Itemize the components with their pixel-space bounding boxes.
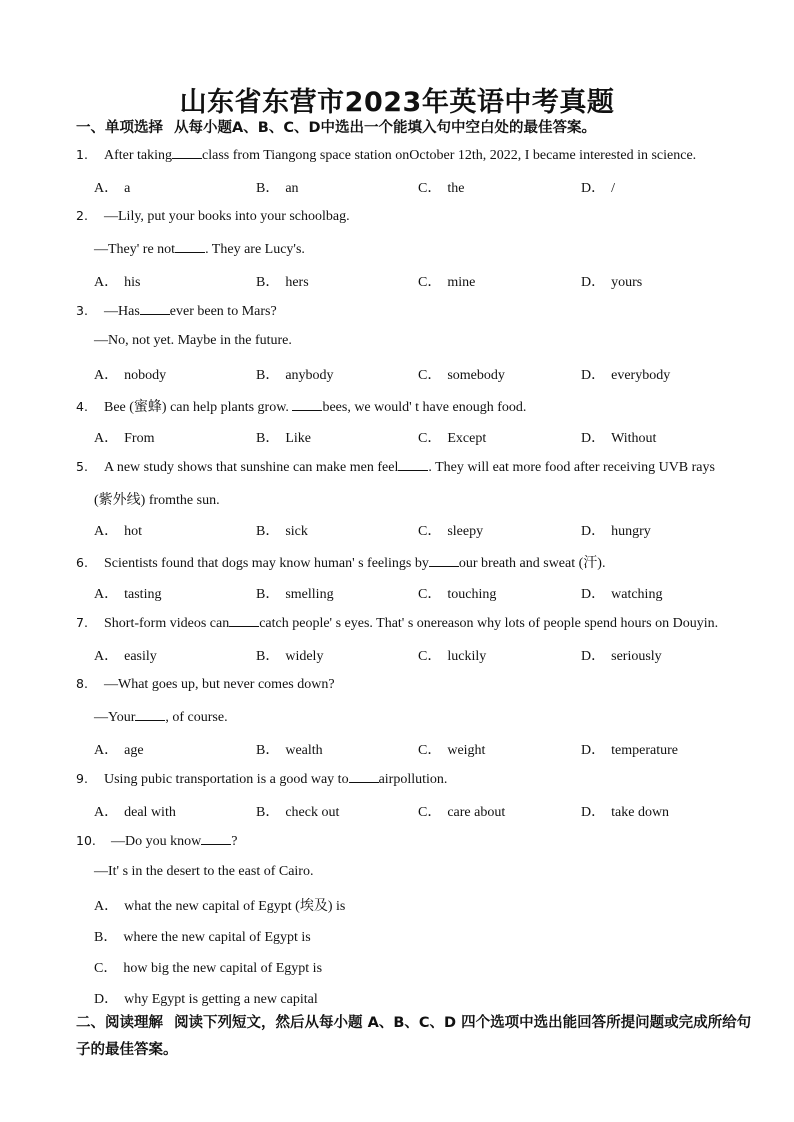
option-c[interactable] <box>418 739 485 759</box>
option-letter: B． <box>256 524 280 540</box>
options-row <box>94 645 774 665</box>
option-text: seriously <box>611 649 662 665</box>
option-a[interactable] <box>94 364 166 384</box>
question-stem <box>76 614 718 632</box>
option-c[interactable] <box>418 801 505 821</box>
option-b[interactable] <box>256 364 334 384</box>
option-text: hungry <box>611 524 651 540</box>
option-letter: B． <box>256 430 280 446</box>
option-letter: D． <box>581 805 606 821</box>
question-text: ever been to Mars? <box>169 304 277 319</box>
option-text: care about <box>447 805 506 821</box>
option-text: deal with <box>124 805 176 821</box>
section-2-instruction: 阅读下列短文，然后从每小题 A、B、C、D 四个选项中选出能回答所提问题或完成所给句子的最佳答案。 <box>76 1015 752 1058</box>
option-letter: C． <box>418 430 442 446</box>
question-stem <box>76 396 526 416</box>
option-letter: D． <box>581 274 606 290</box>
option-letter: C． <box>418 524 442 540</box>
option-text: a <box>124 181 131 197</box>
question-stem <box>76 676 335 693</box>
question-stem <box>76 770 447 788</box>
option-text: why Egypt is getting a new capital <box>124 992 318 1008</box>
option-letter: A． <box>94 805 119 821</box>
answer-blank <box>201 832 231 845</box>
option-letter: C． <box>418 805 442 821</box>
option-text: yours <box>611 274 643 290</box>
option-a[interactable] <box>94 583 161 603</box>
answer-blank <box>292 398 322 411</box>
option-letter: B． <box>256 586 280 602</box>
option-c[interactable] <box>94 957 322 977</box>
question-text: A new study shows that sunshine can make men feel <box>104 460 399 475</box>
option-letter: A． <box>94 586 119 602</box>
options-row <box>94 271 774 291</box>
option-text: tasting <box>124 586 162 602</box>
question-number: 4. <box>76 398 88 414</box>
option-text: nobody <box>124 368 167 384</box>
question-text: . They are Lucy's. <box>205 241 305 257</box>
option-letter: D． <box>581 742 606 758</box>
options-row <box>94 427 774 447</box>
question-continuation <box>94 240 305 258</box>
option-letter: A． <box>94 898 119 914</box>
option-text: the <box>447 181 465 197</box>
section-1-label: 一、单项选择 <box>76 120 163 136</box>
option-d[interactable] <box>581 801 669 821</box>
question-continuation <box>94 864 313 880</box>
question-text: —Lily, put your books into your schoolbag. <box>104 209 350 225</box>
option-letter: C． <box>418 181 442 197</box>
option-text: anybody <box>285 368 334 384</box>
option-text: age <box>124 742 144 758</box>
question-number: 8. <box>76 676 88 692</box>
section-2-heading <box>76 1010 756 1064</box>
option-text: temperature <box>611 742 678 758</box>
option-text: his <box>124 274 141 290</box>
option-text: touching <box>447 586 497 602</box>
question-text: —No, not yet. Maybe in the future. <box>94 333 292 349</box>
option-text: an <box>285 181 299 197</box>
question-continuation <box>94 708 228 726</box>
option-text: Without <box>611 430 657 446</box>
option-text: sick <box>285 524 308 540</box>
question-text: Bee (蜜蜂) can help plants grow. <box>104 399 293 415</box>
answer-blank <box>229 614 259 627</box>
option-d[interactable] <box>581 427 656 447</box>
question-stem <box>76 208 350 225</box>
option-letter: B． <box>256 649 280 665</box>
option-a[interactable] <box>94 895 345 915</box>
option-a[interactable] <box>94 271 140 291</box>
answer-blank <box>429 554 459 567</box>
option-text: weight <box>447 742 486 758</box>
option-letter: D． <box>581 586 606 602</box>
answer-blank <box>349 770 379 783</box>
option-letter: B． <box>256 742 280 758</box>
question-stem <box>76 302 277 320</box>
option-text: somebody <box>447 368 505 384</box>
page-title: 山东省东营市2023年英语中考真题 <box>179 87 615 118</box>
section-2-label: 二、阅读理解 <box>76 1015 163 1031</box>
option-text: wealth <box>285 742 323 758</box>
answer-blank <box>175 240 205 253</box>
option-text: take down <box>611 805 670 821</box>
option-text: Like <box>285 430 311 446</box>
option-text: From <box>124 430 155 446</box>
question-text: —What goes up, but never comes down? <box>104 677 335 693</box>
option-letter: B． <box>94 930 118 945</box>
option-c[interactable] <box>418 427 486 447</box>
option-text: smelling <box>285 586 334 602</box>
option-b[interactable] <box>256 177 299 197</box>
question-text: —They' re not <box>94 241 176 257</box>
section-1-instruction: 从每小题A、B、C、D中选出一个能填入句中空白处的最佳答案。 <box>174 120 597 136</box>
question-stem <box>76 832 237 850</box>
option-a[interactable] <box>94 520 142 540</box>
option-b[interactable] <box>256 271 309 291</box>
question-text: Scientists found that dogs may know human' s feelings by <box>104 555 429 571</box>
answer-blank <box>172 146 202 159</box>
option-b[interactable] <box>256 427 311 447</box>
option-b[interactable] <box>256 520 308 540</box>
option-letter: D． <box>94 992 119 1008</box>
option-d[interactable] <box>581 739 678 759</box>
question-number: 10. <box>76 833 96 849</box>
option-a[interactable] <box>94 801 176 821</box>
options-row <box>94 520 774 540</box>
option-letter: A． <box>94 742 119 758</box>
option-b[interactable] <box>256 583 334 603</box>
option-text: mine <box>447 274 476 290</box>
option-letter: C． <box>418 274 442 290</box>
option-text: / <box>611 181 616 197</box>
option-text: hot <box>124 524 143 540</box>
question-stem <box>76 552 605 572</box>
option-b[interactable] <box>256 801 339 821</box>
options-row <box>94 364 774 384</box>
question-number: 1. <box>76 147 88 162</box>
question-text: After taking <box>104 148 173 163</box>
option-text: luckily <box>447 649 487 665</box>
options-row <box>94 801 774 821</box>
option-text: sleepy <box>447 524 484 540</box>
option-letter: A． <box>94 181 119 197</box>
option-letter: B． <box>256 805 280 821</box>
option-b[interactable] <box>94 926 311 946</box>
option-text: widely <box>285 649 324 665</box>
option-d[interactable] <box>581 520 651 540</box>
question-number: 9. <box>76 771 88 786</box>
question-text: , of course. <box>165 709 228 725</box>
option-letter: A． <box>94 649 119 665</box>
option-letter: D． <box>581 368 606 384</box>
options-row <box>94 739 774 759</box>
question-text: catch people' s eyes. That' s onereason why lots of people spend hours on Douyin. <box>259 616 719 631</box>
option-letter: D． <box>581 649 606 665</box>
option-letter: C． <box>418 586 442 602</box>
question-continuation <box>94 333 292 349</box>
question-number: 3. <box>76 303 88 318</box>
options-row <box>94 583 774 603</box>
option-letter: C． <box>418 368 442 384</box>
option-c[interactable] <box>418 520 483 540</box>
option-letter: B． <box>256 274 280 290</box>
question-text: Using pubic transportation is a good way to <box>104 772 349 787</box>
answer-blank <box>398 458 428 471</box>
option-b[interactable] <box>256 739 323 759</box>
option-letter: D． <box>581 524 606 540</box>
option-text: check out <box>285 805 340 821</box>
option-letter: D． <box>581 181 606 197</box>
option-text: where the new capital of Egypt is <box>123 930 311 945</box>
option-a[interactable] <box>94 645 157 665</box>
option-letter: A． <box>94 524 119 540</box>
option-text: watching <box>611 586 663 602</box>
question-text: class from Tiangong space station onOctober 12th, 2022, I became interested in science. <box>202 148 697 163</box>
question-number: 6. <box>76 554 88 570</box>
option-text: easily <box>124 649 157 665</box>
option-text: Except <box>447 430 487 446</box>
option-text: everybody <box>611 368 671 384</box>
option-text: hers <box>285 274 309 290</box>
option-text: what the new capital of Egypt (埃及) is <box>124 898 346 914</box>
option-d[interactable] <box>581 364 670 384</box>
question-text: Short-form videos can <box>104 616 230 631</box>
question-text: —Your <box>94 709 136 725</box>
option-text: how big the new capital of Egypt is <box>123 961 323 977</box>
option-d[interactable] <box>94 988 318 1008</box>
option-letter: A． <box>94 368 119 384</box>
option-c[interactable] <box>418 271 475 291</box>
option-c[interactable] <box>418 364 505 384</box>
answer-blank <box>140 302 170 315</box>
question-text: airpollution. <box>378 772 448 787</box>
question-text: bees, we would' t have enough food. <box>322 399 527 415</box>
options-row <box>94 177 774 197</box>
option-letter: D． <box>581 430 606 446</box>
question-text: —Has <box>104 304 140 319</box>
option-a[interactable] <box>94 427 154 447</box>
question-continuation <box>94 489 220 509</box>
option-letter: C． <box>418 649 442 665</box>
option-letter: A． <box>94 430 119 446</box>
option-d[interactable] <box>581 645 662 665</box>
option-letter: C． <box>418 742 442 758</box>
option-a[interactable] <box>94 177 130 197</box>
option-letter: C． <box>94 961 118 977</box>
option-d[interactable] <box>581 271 642 291</box>
option-a[interactable] <box>94 739 144 759</box>
question-text: . They will eat more food after receiving UVB rays <box>428 460 715 475</box>
section-1-heading <box>76 115 756 142</box>
option-letter: B． <box>256 368 280 384</box>
question-stem <box>76 458 715 476</box>
question-stem <box>76 146 696 164</box>
option-letter: A． <box>94 274 119 290</box>
option-d[interactable] <box>581 583 662 603</box>
question-number: 7. <box>76 615 88 630</box>
option-letter: B． <box>256 181 280 197</box>
question-number: 5. <box>76 459 88 474</box>
question-text: —It' s in the desert to the east of Cairo. <box>94 863 314 879</box>
question-text: our breath and sweat (汗). <box>458 555 606 571</box>
question-text: ? <box>231 834 238 850</box>
option-c[interactable] <box>418 177 464 197</box>
option-d[interactable] <box>581 177 615 197</box>
question-text: —Do you know <box>111 834 202 850</box>
option-c[interactable] <box>418 583 496 603</box>
option-c[interactable] <box>418 645 486 665</box>
option-b[interactable] <box>256 645 323 665</box>
question-text: (紫外线) fromthe sun. <box>94 493 220 509</box>
answer-blank <box>135 708 165 721</box>
question-number: 2. <box>76 208 88 224</box>
